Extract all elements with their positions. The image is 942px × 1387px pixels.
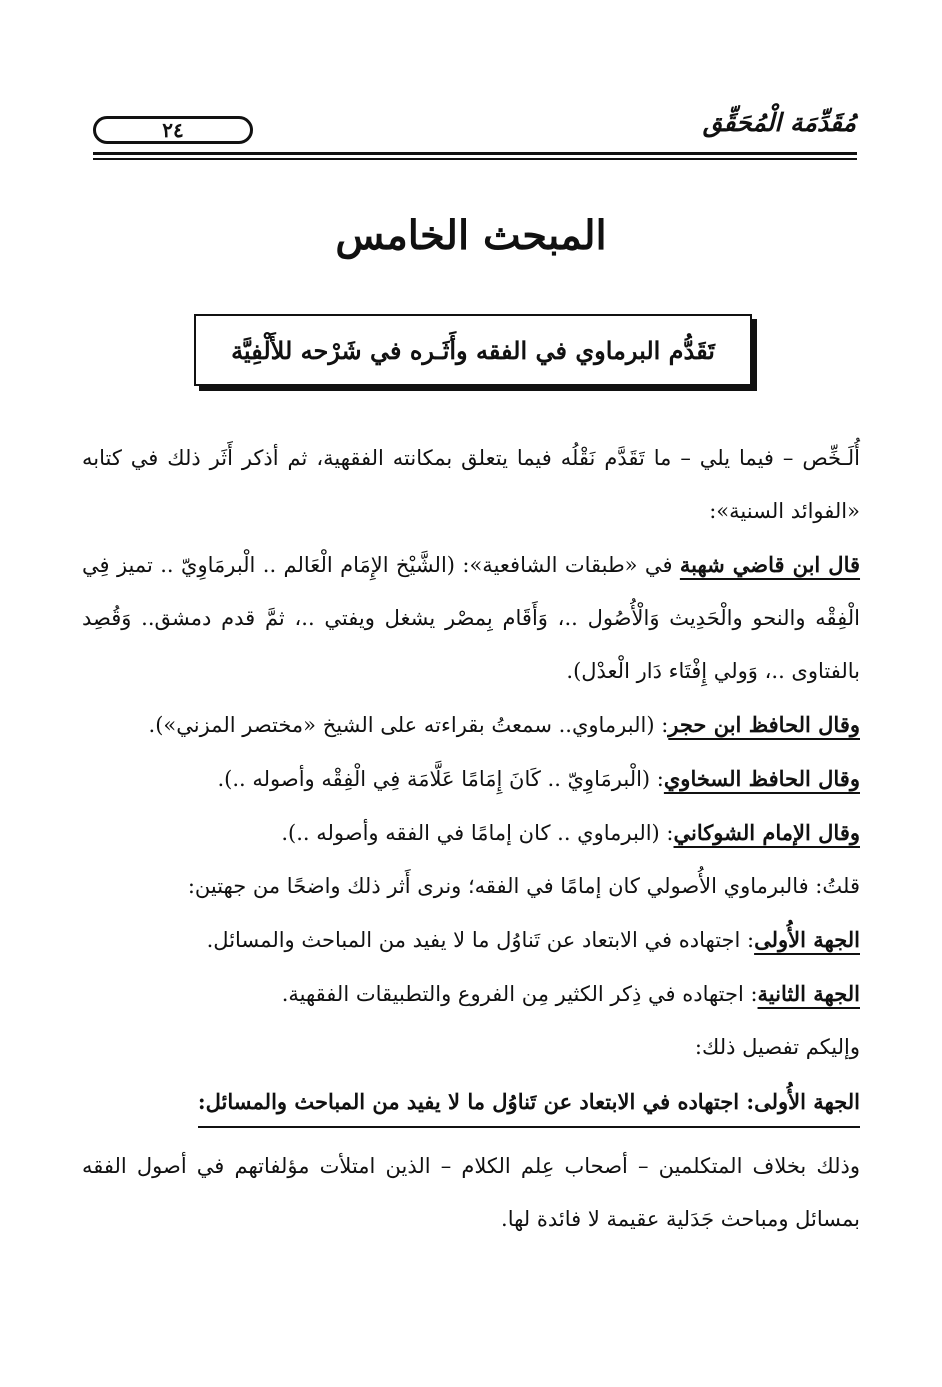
page-number: ٢٤ [93,116,253,144]
quote-speaker: وقال الحافظ السخاوي [663,766,860,791]
section-subtitle: تَقَدُّم البرماوي في الفقه وأَثَـره في شَرْحه للأَلْفِيَّة [231,335,715,365]
quote-text: : (البرماوي.. سمعتُ بقراءته على الشيخ «مختصر المزني»). [148,713,669,737]
aspect-text: : اجتهاده في ذِكر الكثير مِن الفروع والتطبيقات الفقهية. [281,982,758,1006]
aspect-one [82,913,860,967]
quote-text: : (البرماوي .. كان إمامًا في الفقه وأصوله ..). [281,821,674,845]
quote-text: في «طبقات الشافعية»: (الشَّيْخ الإِمَام الْعَالم .. الْبرمَاوِيّ .. تميز فِي الْفِقْه والنحو والْحَدِيث وَالْأُصُول ..، وَأَقَام بِمصْر يشغل ويفتي ..، ثمَّ قدم دمشق.. وَقُصِد بالفتاوى ..، وَولي إِفْتَاء دَار الْعدْل). [82,553,860,683]
details-intro: وإليكم تفصيل ذلك: [694,1035,860,1059]
section-subtitle-box [194,314,752,386]
section-title: المبحث الخامس [335,212,607,259]
quote-shawkani [82,806,860,860]
final-paragraph: وذلك بخلاف المتكلمين – أصحاب عِلم الكلام – الذين امتلأت مؤلفاتهم في أصول الفقه بمسائل ومباحث جَدَلية عقيمة لا فائدة لها. [82,1154,860,1231]
aspect-two [82,967,860,1021]
quote-speaker: وقال الحافظ ابن حجر [668,712,860,737]
quote-ibn-hajar [82,698,860,752]
header-rule [93,152,857,155]
intro-paragraph: أُلَـخِّص – فيما يلي – ما تَقَدَّم نَقْلُه فيما يتعلق بمكانته الفقهية، ثم أذكر أَثَر ذلك في كتابه «الفوائد السنية»: [82,446,860,523]
body-text [82,432,860,1246]
quote-speaker: قال ابن قاضي شهبة [679,552,861,577]
running-header-title: مُقَدِّمَة الْمُحَقِّق [702,108,856,137]
aspect-text: : اجتهاده في الابتعاد عن تَناوُل ما لا يفيد من المباحث والمسائل. [206,928,755,952]
aspect-one-subheading: الجهة الأُولى: اجتهاده في الابتعاد عن تَناوُل ما لا يفيد من المباحث والمسائل: [198,1080,860,1128]
quote-speaker: وقال الإمام الشوكاني [673,820,860,845]
aspect-label: الجهة الأُولى [754,927,860,952]
header-rule-thin [93,158,857,160]
quote-ibn-qadi-shuhba [82,538,860,698]
quote-sakhawi [82,752,860,806]
conclusion-paragraph: قلتُ: فالبرماوي الأُصولي كان إمامًا في الفقه؛ ونرى أَثر ذلك واضحًا من جهتين: [187,874,860,898]
quote-text: : (الْبرمَاوِيّ .. كَانَ إِمَامًا عَلَّامَة فِي الْفِقْه وأصوله ..). [217,767,664,791]
aspect-label: الجهة الثانية [757,981,860,1006]
